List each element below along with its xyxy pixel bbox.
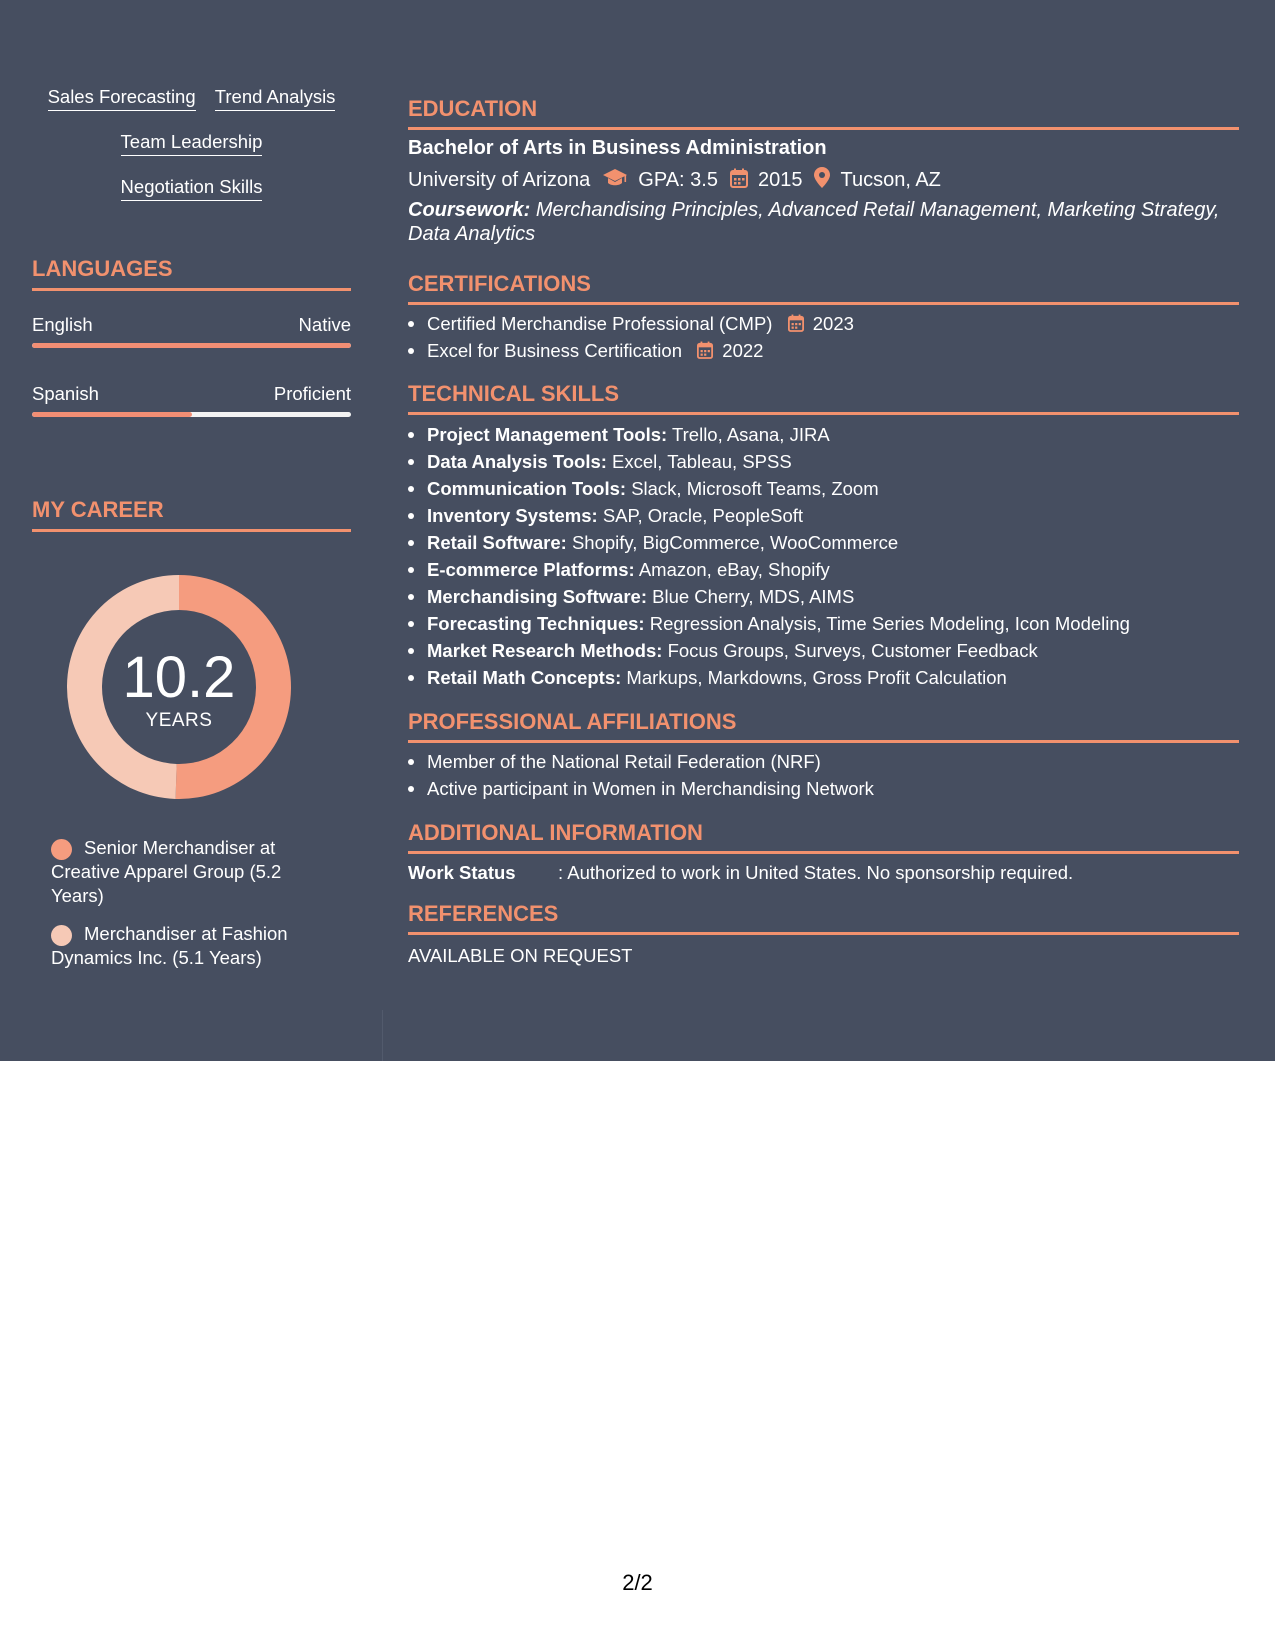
legend-dot-icon	[51, 925, 72, 946]
education-school: University of Arizona	[408, 169, 591, 191]
list-item: Member of the National Retail Federation (NRF)	[427, 748, 1239, 775]
work-status-label: Work Status	[408, 862, 516, 883]
education-title: EDUCATION	[408, 96, 1239, 130]
work-status-value: : Authorized to work in United States. No sponsorship required.	[558, 862, 1074, 883]
language-bar	[32, 343, 351, 348]
education-year: 2015	[757, 169, 803, 191]
skill-values: Blue Cherry, MDS, AIMS	[652, 586, 855, 607]
list-item	[427, 529, 1239, 556]
certification-name: Excel for Business Certification	[427, 340, 682, 361]
affiliations-title: PROFESSIONAL AFFILIATIONS	[408, 709, 1239, 743]
skill-category: Forecasting Techniques:	[427, 613, 645, 634]
career-role-label: Merchandiser at Fashion Dynamics Inc. (5.1 Years)	[51, 923, 288, 968]
skill-category: E-commerce Platforms:	[427, 559, 635, 580]
list-item	[427, 448, 1239, 475]
career-donut-chart	[67, 575, 291, 799]
coursework-label: Coursework:	[408, 199, 531, 221]
calendar-icon	[730, 168, 748, 194]
certification-name: Certified Merchandise Professional (CMP)	[427, 313, 773, 334]
skill-values: Markups, Markdowns, Gross Profit Calculation	[626, 667, 1007, 688]
page-number: 2/2	[622, 1570, 653, 1595]
education-coursework	[408, 198, 1239, 246]
skill-category: Merchandising Software:	[427, 586, 647, 607]
column-divider	[382, 1010, 383, 1061]
legend-dot-icon	[51, 839, 72, 860]
skill-category: Project Management Tools:	[427, 424, 668, 445]
list-item	[427, 337, 1239, 364]
technical-skills-title: TECHNICAL SKILLS	[408, 381, 1239, 415]
language-level: Native	[298, 314, 351, 335]
list-item	[427, 421, 1239, 448]
skill-values: Slack, Microsoft Teams, Zoom	[631, 478, 879, 499]
career-legend-item	[51, 836, 321, 908]
skills-row-2	[32, 131, 351, 156]
additional-info-title: ADDITIONAL INFORMATION	[408, 820, 1239, 854]
language-bar	[32, 412, 351, 417]
skill-category: Data Analysis Tools:	[427, 451, 607, 472]
list-item	[427, 475, 1239, 502]
list-item	[427, 556, 1239, 583]
career-legend-item	[51, 922, 321, 970]
references-text: AVAILABLE ON REQUEST	[408, 945, 633, 966]
language-level: Proficient	[273, 383, 351, 404]
languages-title: LANGUAGES	[32, 256, 351, 291]
certification-year: 2023	[812, 313, 854, 334]
skill-values: Focus Groups, Surveys, Customer Feedback	[667, 640, 1038, 661]
language-name: English	[32, 314, 93, 335]
language-name: Spanish	[32, 383, 99, 404]
calendar-icon	[697, 339, 713, 366]
skill-category: Retail Math Concepts:	[427, 667, 622, 688]
skill-category: Retail Software:	[427, 532, 567, 553]
certification-year: 2022	[722, 340, 764, 361]
skill-values: Excel, Tableau, SPSS	[612, 451, 792, 472]
skill-tag: Trend Analysis	[215, 86, 336, 111]
coursework-text: Merchandising Principles, Advanced Retail Management, Marketing Strategy, Data Analytics	[408, 199, 1220, 245]
career-years-unit: YEARS	[145, 710, 213, 731]
calendar-icon	[788, 312, 804, 339]
list-item	[427, 637, 1239, 664]
list-item	[427, 610, 1239, 637]
career-role-label: Senior Merchandiser at Creative Apparel Group (5.2 Years)	[51, 837, 282, 906]
list-item	[427, 310, 1239, 337]
skill-tag: Sales Forecasting	[48, 86, 196, 111]
list-item	[427, 502, 1239, 529]
education-gpa: GPA: 3.5	[638, 169, 718, 191]
references-title: REFERENCES	[408, 901, 1239, 935]
map-pin-icon	[814, 167, 830, 194]
skill-category: Communication Tools:	[427, 478, 627, 499]
skill-category: Inventory Systems:	[427, 505, 598, 526]
education-location: Tucson, AZ	[840, 169, 941, 191]
affiliations-list	[427, 748, 1239, 802]
language-bar-fill	[32, 412, 192, 417]
skill-values: Regression Analysis, Time Series Modeling, Icon Modeling	[649, 613, 1130, 634]
skill-values: Shopify, BigCommerce, WooCommerce	[571, 532, 899, 553]
list-item	[427, 583, 1239, 610]
education-meta	[408, 167, 941, 194]
skills-row-1	[32, 86, 351, 111]
skill-category: Market Research Methods:	[427, 640, 663, 661]
certifications-list	[427, 310, 1239, 364]
graduation-cap-icon	[602, 168, 628, 194]
list-item	[427, 664, 1239, 691]
education-degree: Bachelor of Arts in Business Administration	[408, 137, 827, 159]
work-status-row	[408, 862, 1073, 884]
skill-values: Trello, Asana, JIRA	[672, 424, 830, 445]
certifications-title: CERTIFICATIONS	[408, 271, 1239, 305]
skill-tag: Team Leadership	[121, 131, 263, 156]
career-title: MY CAREER	[32, 497, 351, 532]
language-bar-fill	[32, 343, 351, 348]
technical-skills-list	[427, 421, 1239, 691]
skill-values: SAP, Oracle, PeopleSoft	[602, 505, 804, 526]
skill-tag: Negotiation Skills	[121, 176, 263, 201]
skills-row-3	[32, 176, 351, 201]
skill-values: Amazon, eBay, Shopify	[638, 559, 830, 580]
career-total-years: 10.2	[122, 645, 236, 710]
list-item: Active participant in Women in Merchandising Network	[427, 775, 1239, 802]
